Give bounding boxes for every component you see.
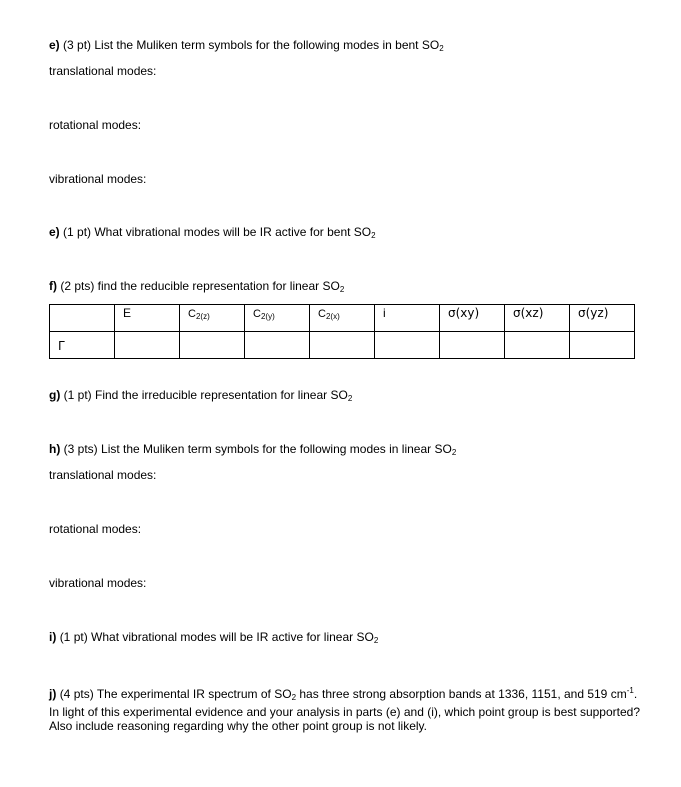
question-text: . In light of this experimental evidence and your analysis in parts (e) and (i), which point group is best supported? Also include reasoning regarding why the other point group is not likely.	[49, 687, 640, 733]
table-header-cell	[50, 305, 115, 332]
table-header-cell: $C_{2(y)}$	[245, 305, 310, 332]
question-text: (2 pts) find the reducible representation for linear SO	[60, 279, 340, 293]
character-table	[49, 304, 635, 359]
question-text: (1 pt) Find the irreducible representation for linear SO	[63, 388, 348, 402]
question-text: has three strong absorption bands at 1336, 1151, and 519 cm	[296, 687, 627, 701]
question-e-ir-active-bent	[49, 225, 376, 243]
question-h-linear-term-symbols	[49, 442, 456, 460]
subscript: 2	[373, 636, 379, 645]
table-cell[interactable]	[505, 332, 570, 359]
question-label: j)	[49, 687, 57, 701]
table-header-cell: σ(xz)	[505, 305, 570, 332]
table-cell[interactable]	[310, 332, 375, 359]
gamma-row-label: Γ	[50, 332, 115, 359]
table-header-cell: σ(yz)	[570, 305, 635, 332]
table-cell[interactable]	[245, 332, 310, 359]
question-label: e)	[49, 225, 60, 239]
question-j-ir-spectrum	[49, 684, 641, 733]
table-header-cell: E	[115, 305, 180, 332]
question-text: (3 pts) List the Muliken term symbols for the following modes in linear SO	[63, 442, 452, 456]
question-text: (1 pt) What vibrational modes will be IR active for linear SO	[59, 630, 374, 644]
question-f-reducible-rep	[49, 279, 344, 297]
subscript: 2	[439, 44, 444, 53]
translational-modes-label: translational modes:	[49, 468, 157, 482]
table-cell[interactable]	[375, 332, 440, 359]
subscript: 2	[371, 231, 376, 240]
table-header-cell: $C_{2(x)}$	[310, 305, 375, 332]
question-text: (3 pt) List the Muliken term symbols for the following modes in bent SO	[63, 38, 440, 52]
subscript: 2	[291, 693, 297, 702]
table-header-cell: i	[375, 305, 440, 332]
superscript: -1	[626, 686, 634, 695]
question-i-ir-active-linear	[49, 630, 378, 648]
vibrational-modes-label: vibrational modes:	[49, 172, 147, 186]
table-header-row	[50, 305, 635, 332]
table-cell[interactable]	[180, 332, 245, 359]
translational-modes-label: translational modes:	[49, 64, 157, 78]
question-label: g)	[49, 388, 61, 402]
table-cell[interactable]	[440, 332, 505, 359]
question-label: i)	[49, 630, 57, 644]
table-row	[50, 332, 635, 359]
rotational-modes-label: rotational modes:	[49, 118, 142, 132]
vibrational-modes-label: vibrational modes:	[49, 576, 147, 590]
table-header-cell: $C_{2(z)}$	[180, 305, 245, 332]
question-label: e)	[49, 38, 60, 52]
question-text: (1 pt) What vibrational modes will be IR active for bent SO	[63, 225, 372, 239]
subscript: 2	[451, 448, 457, 457]
question-e-bent-term-symbols	[49, 38, 444, 56]
rotational-modes-label: rotational modes:	[49, 522, 142, 536]
subscript: 2	[347, 394, 353, 403]
table-cell[interactable]	[570, 332, 635, 359]
question-label: f)	[49, 279, 57, 293]
table-header-cell: σ(xy)	[440, 305, 505, 332]
table-cell[interactable]	[115, 332, 180, 359]
question-g-irreducible-rep	[49, 388, 352, 406]
question-text: (4 pts) The experimental IR spectrum of SO	[59, 687, 292, 701]
subscript: 2	[339, 285, 345, 294]
question-label: h)	[49, 442, 61, 456]
